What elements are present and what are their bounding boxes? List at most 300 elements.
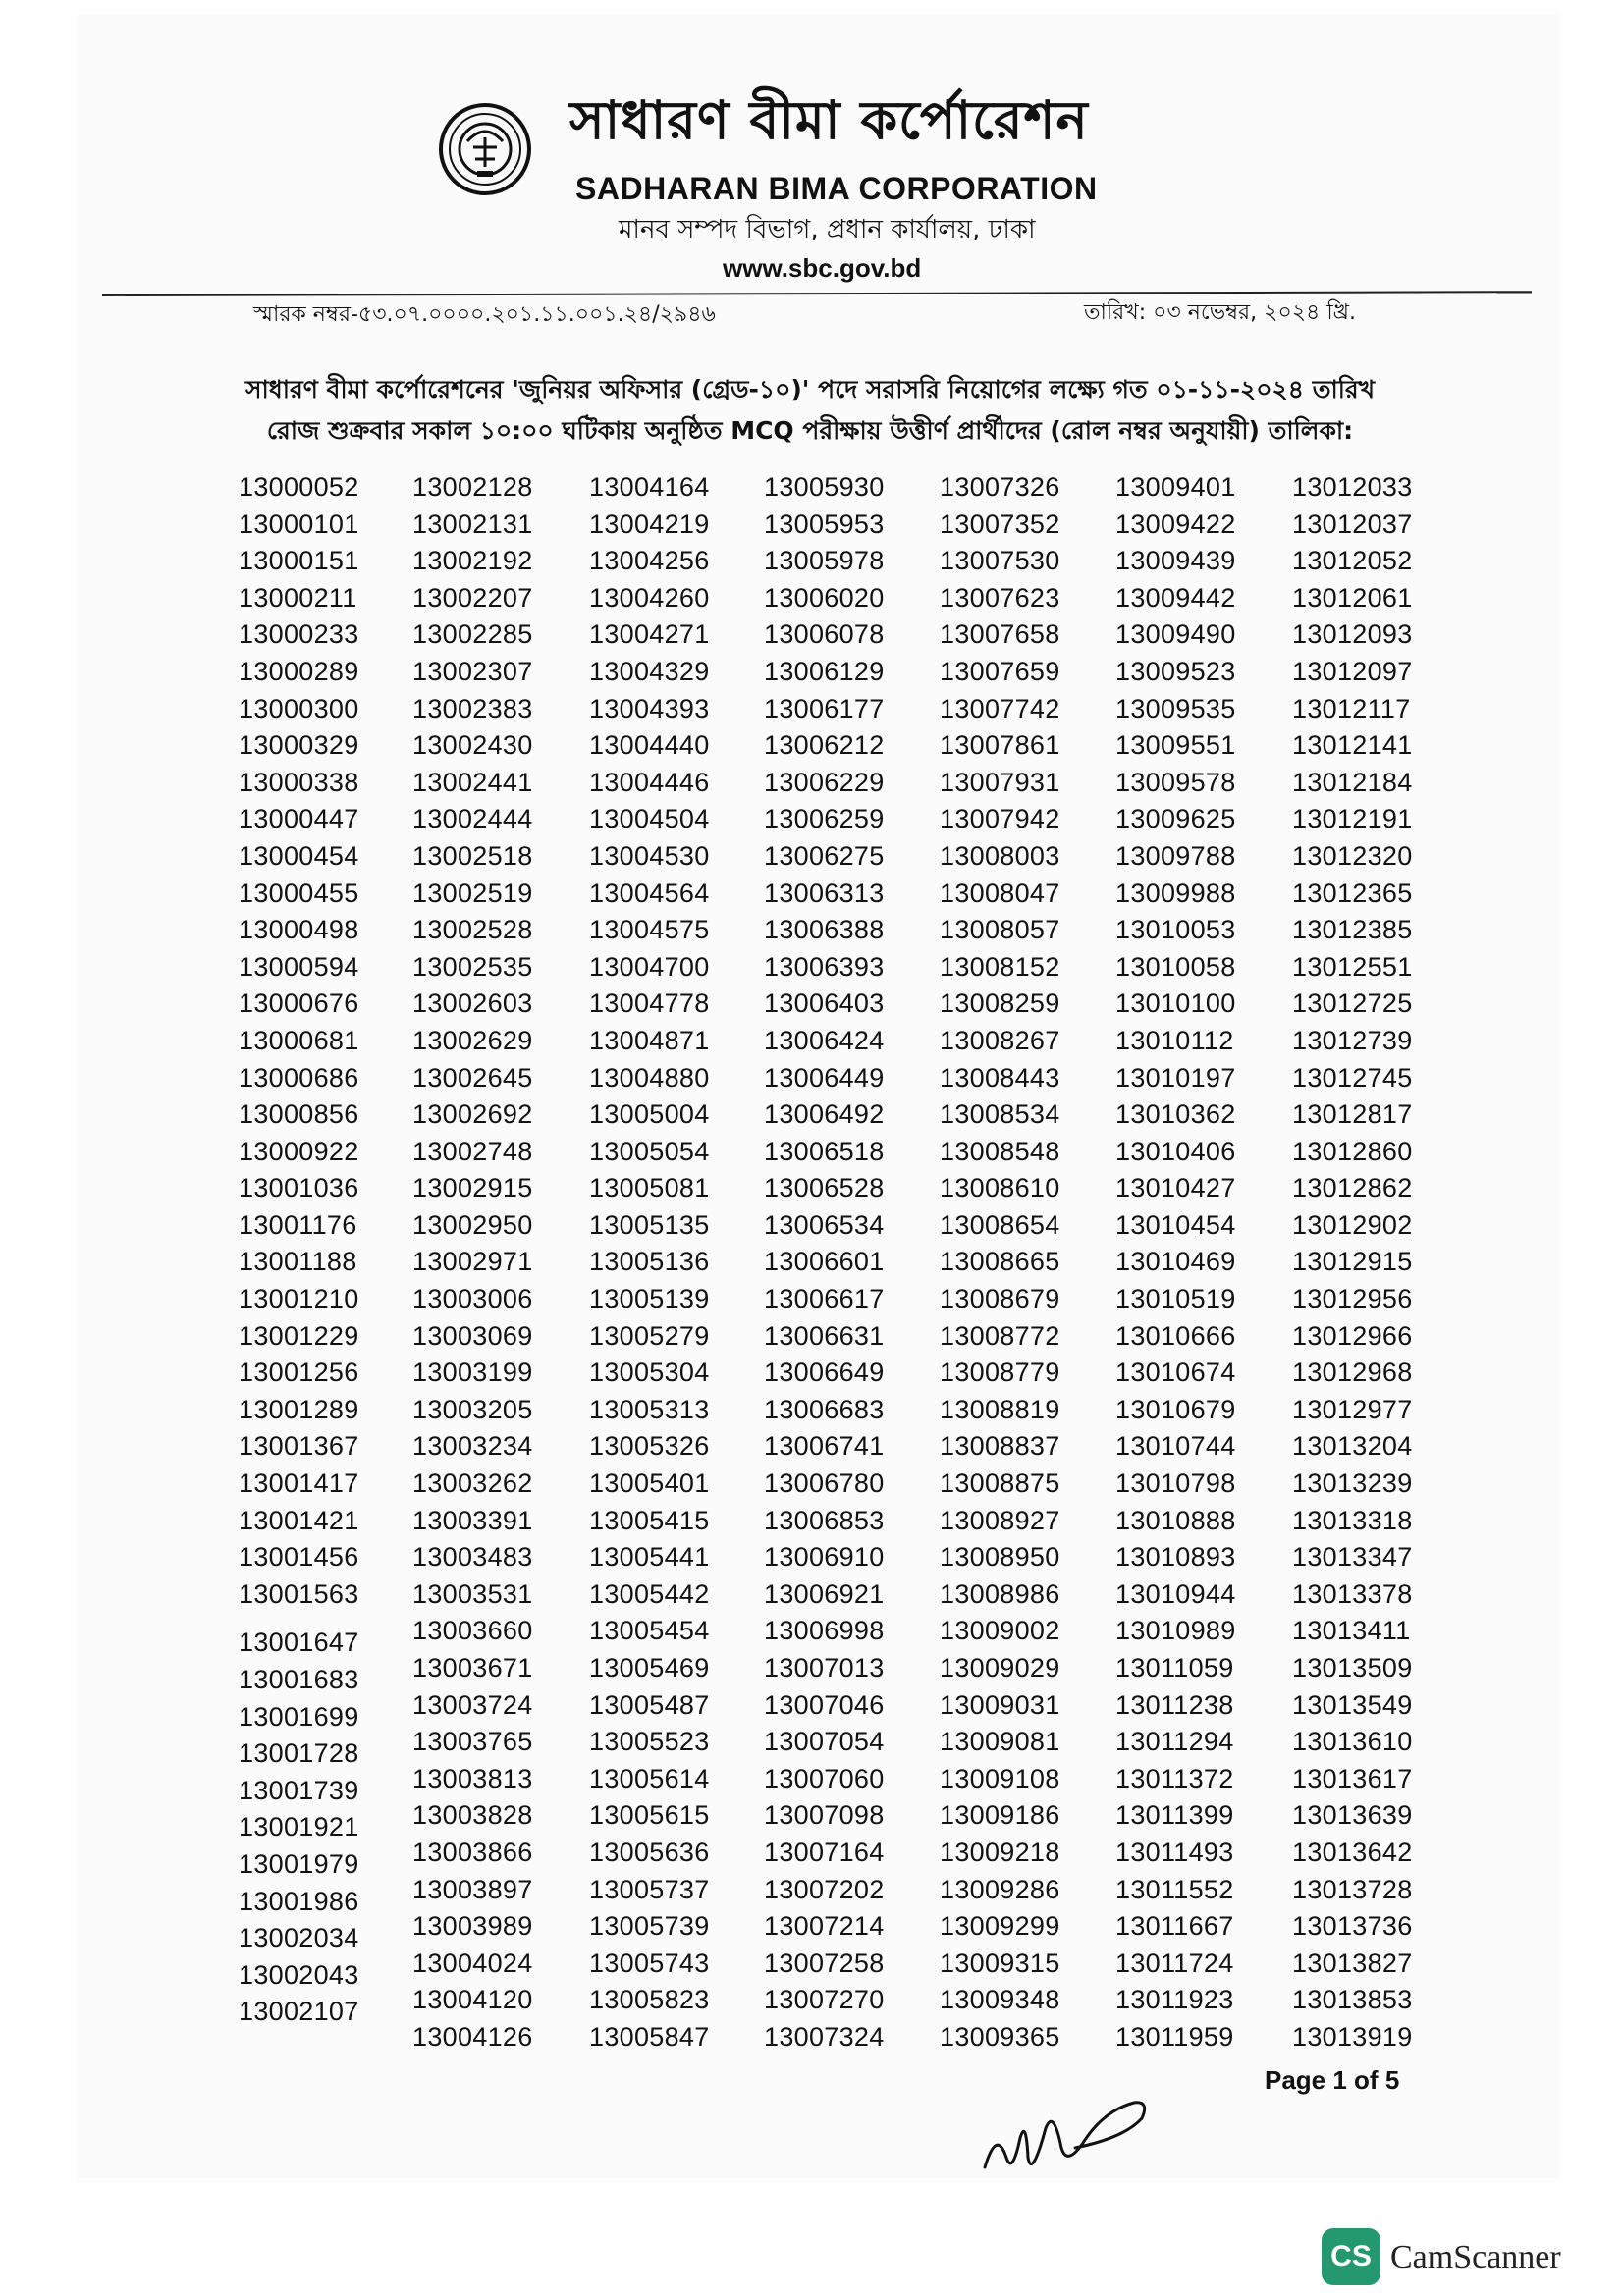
roll-column-2 <box>412 469 560 2056</box>
roll-number: 13005135 <box>589 1209 710 1240</box>
roll-number: 13002192 <box>412 546 533 576</box>
roll-number: 13006449 <box>764 1062 885 1093</box>
roll-number: 13009439 <box>1115 546 1236 576</box>
roll-number: 13001979 <box>239 1848 359 1879</box>
roll-number: 13013736 <box>1292 1911 1413 1942</box>
roll-number: 13002285 <box>412 619 533 650</box>
roll-number: 13011059 <box>1115 1653 1234 1682</box>
roll-number: 13010944 <box>1115 1578 1236 1609</box>
org-name-bangla: সাধারণ বীমা কর্পোরেশন <box>569 89 1089 151</box>
roll-number: 13003813 <box>412 1763 533 1793</box>
signature-icon <box>977 2089 1154 2187</box>
roll-number: 13002128 <box>412 472 533 502</box>
roll-number: 13003897 <box>412 1874 533 1904</box>
roll-number: 13010100 <box>1115 988 1236 1019</box>
roll-number: 13006534 <box>764 1209 885 1240</box>
roll-number: 13008772 <box>940 1320 1060 1351</box>
roll-number: 13006259 <box>764 804 885 834</box>
roll-number: 13002629 <box>412 1025 533 1055</box>
roll-number: 13009578 <box>1115 767 1236 797</box>
roll-number: 13009348 <box>940 1985 1060 2015</box>
roll-column-3 <box>589 469 736 2056</box>
roll-number: 13000686 <box>239 1062 359 1093</box>
roll-number: 13002441 <box>412 767 533 797</box>
roll-number: 13001683 <box>239 1665 359 1694</box>
roll-number: 13005304 <box>589 1358 710 1388</box>
roll-number: 13008047 <box>940 878 1060 908</box>
roll-number: 13009988 <box>1115 878 1236 908</box>
roll-number: 13004880 <box>589 1062 710 1093</box>
roll-number: 13005743 <box>589 1948 710 1978</box>
roll-number: 13003069 <box>412 1320 533 1351</box>
roll-number: 13013827 <box>1292 1948 1413 1978</box>
roll-number: 13008986 <box>940 1578 1060 1609</box>
roll-number: 13002950 <box>412 1209 533 1240</box>
roll-number: 13006020 <box>764 582 885 613</box>
roll-number: 13011552 <box>1115 1874 1234 1904</box>
roll-number: 13012061 <box>1292 582 1413 613</box>
roll-number: 13010112 <box>1115 1025 1234 1055</box>
roll-number: 13013853 <box>1292 1985 1413 2015</box>
roll-number: 13013642 <box>1292 1837 1413 1867</box>
roll-number: 13008152 <box>940 951 1060 982</box>
roll-number: 13002444 <box>412 804 533 834</box>
roll-number: 13002692 <box>412 1099 533 1130</box>
roll-number: 13005487 <box>589 1689 710 1720</box>
roll-number: 13009401 <box>1115 472 1236 502</box>
roll-number: 13004393 <box>589 693 710 723</box>
roll-number: 13005847 <box>589 2021 710 2052</box>
roll-number: 13005081 <box>589 1173 710 1203</box>
roll-number: 13009029 <box>940 1653 1060 1682</box>
roll-number: 13003234 <box>412 1431 533 1462</box>
roll-number: 13008610 <box>940 1173 1060 1203</box>
roll-number: 13006078 <box>764 619 885 650</box>
roll-number: 13001739 <box>239 1775 359 1805</box>
roll-number: 13008267 <box>940 1025 1060 1055</box>
page-number: Page 1 of 5 <box>1265 2065 1400 2095</box>
roll-number: 13011667 <box>1115 1911 1234 1942</box>
roll-column-5 <box>940 469 1087 2056</box>
roll-number: 13006129 <box>764 656 885 686</box>
roll-number: 13005737 <box>589 1874 710 1904</box>
roll-number: 13000052 <box>239 472 359 502</box>
roll-number: 13010427 <box>1115 1173 1236 1203</box>
roll-number: 13007623 <box>940 582 1060 613</box>
roll-number: 13009002 <box>940 1616 1060 1646</box>
roll-number: 13009490 <box>1115 619 1236 650</box>
roll-number: 13012037 <box>1292 508 1413 539</box>
roll-number: 13013549 <box>1292 1689 1413 1720</box>
roll-number: 13012385 <box>1292 915 1413 945</box>
roll-number: 13004575 <box>589 915 710 945</box>
roll-number: 13007861 <box>940 730 1060 761</box>
roll-number: 13004564 <box>589 878 710 908</box>
roll-number: 13003671 <box>412 1653 533 1682</box>
roll-number: 13010666 <box>1115 1320 1236 1351</box>
roll-number: 13005313 <box>589 1394 710 1424</box>
roll-number: 13001986 <box>239 1886 359 1916</box>
roll-number: 13008837 <box>940 1431 1060 1462</box>
roll-number: 13008665 <box>940 1247 1060 1277</box>
roll-number: 13005469 <box>589 1653 710 1682</box>
roll-number: 13007324 <box>764 2021 885 2052</box>
roll-number: 13010674 <box>1115 1358 1236 1388</box>
roll-number: 13012860 <box>1292 1136 1413 1166</box>
roll-number: 13004024 <box>412 1948 533 1978</box>
roll-number: 13001367 <box>239 1431 359 1462</box>
roll-number: 13010679 <box>1115 1394 1236 1424</box>
roll-number: 13004120 <box>412 1985 533 2015</box>
roll-number: 13007658 <box>940 619 1060 650</box>
roll-number: 13005614 <box>589 1763 710 1793</box>
roll-number: 13003483 <box>412 1542 533 1573</box>
roll-number: 13007931 <box>940 767 1060 797</box>
roll-number: 13013204 <box>1292 1431 1413 1462</box>
roll-number: 13006921 <box>764 1578 885 1609</box>
roll-number: 13012968 <box>1292 1358 1413 1388</box>
org-name-english: SADHARAN BIMA CORPORATION <box>575 171 1098 206</box>
notice-heading <box>196 369 1424 452</box>
roll-number: 13001456 <box>239 1542 359 1573</box>
roll-number: 13002645 <box>412 1062 533 1093</box>
roll-number: 13001176 <box>239 1209 357 1240</box>
roll-number: 13012739 <box>1292 1025 1413 1055</box>
roll-number: 13006212 <box>764 730 885 761</box>
roll-number: 13005953 <box>764 508 885 539</box>
roll-number: 13003866 <box>412 1837 533 1867</box>
roll-number: 13012093 <box>1292 619 1413 650</box>
roll-number: 13002915 <box>412 1173 533 1203</box>
camscanner-label: CamScanner <box>1390 2239 1561 2275</box>
roll-number: 13012745 <box>1292 1062 1413 1093</box>
roll-number: 13005004 <box>589 1099 710 1130</box>
roll-number: 13012956 <box>1292 1284 1413 1314</box>
roll-number: 13012191 <box>1292 804 1413 834</box>
roll-number: 13001647 <box>239 1628 359 1658</box>
roll-number: 13001229 <box>239 1320 359 1351</box>
roll-number: 13004700 <box>589 951 710 982</box>
roll-number: 13006313 <box>764 878 885 908</box>
roll-number: 13009422 <box>1115 508 1236 539</box>
roll-number: 13002043 <box>239 1959 359 1990</box>
roll-number: 13007270 <box>764 1985 885 2015</box>
roll-number: 13011372 <box>1115 1763 1234 1793</box>
roll-number: 13009365 <box>940 2021 1060 2052</box>
roll-number: 13007046 <box>764 1689 885 1720</box>
roll-number: 13001256 <box>239 1358 359 1388</box>
roll-number: 13000676 <box>239 988 359 1019</box>
roll-number: 13000498 <box>239 915 359 945</box>
roll-number: 13005054 <box>589 1136 710 1166</box>
roll-number: 13005636 <box>589 1837 710 1867</box>
roll-number: 13006998 <box>764 1616 885 1646</box>
website-link[interactable]: www.sbc.gov.bd <box>723 253 922 283</box>
roll-number: 13006424 <box>764 1025 885 1055</box>
roll-number: 13012033 <box>1292 472 1413 502</box>
roll-number: 13009031 <box>940 1689 1060 1720</box>
roll-number: 13007098 <box>764 1800 885 1831</box>
camscanner-badge: CS <box>1322 2228 1380 2285</box>
roll-number: 13010744 <box>1115 1431 1236 1462</box>
roll-number: 13000233 <box>239 619 359 650</box>
roll-number: 13009625 <box>1115 804 1236 834</box>
roll-number: 13007326 <box>940 472 1060 502</box>
roll-number: 13001036 <box>239 1173 359 1203</box>
roll-number: 13009315 <box>940 1948 1060 1978</box>
roll-number: 13007164 <box>764 1837 885 1867</box>
roll-number: 13007060 <box>764 1763 885 1793</box>
roll-number: 13007202 <box>764 1874 885 1904</box>
roll-number: 13002430 <box>412 730 533 761</box>
notice-heading-line-1: সাধারণ বীমা কর্পোরেশনের 'জুনিয়র অফিসার (গ্রেড-১০)' পদে সরাসরি নিয়োগের লক্ষ্যে গত ০১-১১-২০২৪ তারিখ <box>244 375 1376 403</box>
roll-number: 13000101 <box>239 508 359 539</box>
roll-number: 13008003 <box>940 840 1060 871</box>
roll-number: 13007013 <box>764 1653 885 1682</box>
roll-number: 13004871 <box>589 1025 710 1055</box>
roll-number: 13006780 <box>764 1468 885 1499</box>
roll-number: 13006393 <box>764 951 885 982</box>
roll-number: 13006492 <box>764 1099 885 1130</box>
roll-number: 13011493 <box>1115 1837 1234 1867</box>
roll-number: 13012141 <box>1292 730 1413 761</box>
roll-number: 13012977 <box>1292 1394 1413 1424</box>
roll-number: 13008875 <box>940 1468 1060 1499</box>
roll-column-6 <box>1115 469 1263 2056</box>
roll-number: 13004778 <box>589 988 710 1019</box>
roll-number: 13008819 <box>940 1394 1060 1424</box>
roll-number: 13008779 <box>940 1358 1060 1388</box>
roll-number: 13012817 <box>1292 1099 1413 1130</box>
roll-number: 13010362 <box>1115 1099 1236 1130</box>
department-line: মানব সম্পদ বিভাগ, প্রধান কার্যালয়, ঢাকা <box>619 215 1036 244</box>
roll-number: 13010197 <box>1115 1062 1236 1093</box>
roll-number: 13010454 <box>1115 1209 1236 1240</box>
roll-number: 13005739 <box>589 1911 710 1942</box>
roll-number: 13004271 <box>589 619 710 650</box>
roll-number: 13007530 <box>940 546 1060 576</box>
roll-number: 13006617 <box>764 1284 885 1314</box>
roll-number: 13006601 <box>764 1247 885 1277</box>
roll-number: 13002535 <box>412 951 533 982</box>
roll-number: 13013347 <box>1292 1542 1413 1573</box>
roll-number: 13010406 <box>1115 1136 1236 1166</box>
roll-number: 13002603 <box>412 988 533 1019</box>
roll-number: 13005326 <box>589 1431 710 1462</box>
roll-number: 13005139 <box>589 1284 710 1314</box>
roll-number: 13002518 <box>412 840 533 871</box>
roll-number: 13007214 <box>764 1911 885 1942</box>
roll-number: 13008443 <box>940 1062 1060 1093</box>
roll-number: 13009081 <box>940 1727 1060 1757</box>
roll-number: 13006518 <box>764 1136 885 1166</box>
roll-number: 13009108 <box>940 1763 1060 1793</box>
roll-column-7 <box>1292 469 1439 2056</box>
roll-column-1 <box>239 469 386 2031</box>
roll-number: 13012915 <box>1292 1247 1413 1277</box>
roll-number: 13000447 <box>239 804 359 834</box>
roll-number: 13013318 <box>1292 1505 1413 1535</box>
roll-number: 13002207 <box>412 582 533 613</box>
roll-number: 13006649 <box>764 1358 885 1388</box>
roll-number: 13009535 <box>1115 693 1236 723</box>
roll-number: 13001417 <box>239 1468 359 1499</box>
roll-number: 13004440 <box>589 730 710 761</box>
roll-number: 13012320 <box>1292 840 1413 871</box>
roll-number: 13010798 <box>1115 1468 1236 1499</box>
roll-number: 13006631 <box>764 1320 885 1351</box>
roll-number: 13001421 <box>239 1505 359 1535</box>
roll-number: 13002528 <box>412 915 533 945</box>
roll-number: 13006683 <box>764 1394 885 1424</box>
roll-number: 13012902 <box>1292 1209 1413 1240</box>
sbc-seal-icon <box>438 102 532 196</box>
roll-number: 13003989 <box>412 1911 533 1942</box>
roll-number: 13005401 <box>589 1468 710 1499</box>
roll-number: 13008548 <box>940 1136 1060 1166</box>
roll-number: 13013610 <box>1292 1727 1413 1757</box>
roll-number: 13000151 <box>239 546 359 576</box>
roll-number: 13008654 <box>940 1209 1060 1240</box>
roll-number: 13008927 <box>940 1505 1060 1535</box>
roll-number: 13007258 <box>764 1948 885 1978</box>
roll-number: 13001210 <box>239 1284 359 1314</box>
roll-number: 13006403 <box>764 988 885 1019</box>
roll-number: 13002971 <box>412 1247 533 1277</box>
roll-number: 13006741 <box>764 1431 885 1462</box>
roll-number: 13000289 <box>239 656 359 686</box>
roll-number: 13013509 <box>1292 1653 1413 1682</box>
memo-number: স্মারক নম্বর-৫৩.০৭.০০০০.২০১.১১.০০১.২৪/২৯৪৬ <box>253 302 716 327</box>
roll-number: 13004256 <box>589 546 710 576</box>
roll-number: 13000329 <box>239 730 359 761</box>
roll-number: 13004219 <box>589 508 710 539</box>
roll-column-4 <box>764 469 911 2056</box>
roll-number: 13005823 <box>589 1985 710 2015</box>
roll-number: 13005454 <box>589 1616 710 1646</box>
roll-number: 13003828 <box>412 1800 533 1831</box>
roll-number: 13004504 <box>589 804 710 834</box>
roll-number: 13003724 <box>412 1689 533 1720</box>
roll-number: 13008259 <box>940 988 1060 1019</box>
roll-number: 13000681 <box>239 1025 359 1055</box>
roll-number: 13010519 <box>1115 1284 1236 1314</box>
roll-number: 13010053 <box>1115 915 1236 945</box>
roll-number: 13009523 <box>1115 656 1236 686</box>
roll-number: 13013239 <box>1292 1468 1413 1499</box>
roll-number: 13006910 <box>764 1542 885 1573</box>
roll-number: 13012184 <box>1292 767 1413 797</box>
roll-number: 13013378 <box>1292 1578 1413 1609</box>
roll-number: 13001289 <box>239 1394 359 1424</box>
roll-number: 13013919 <box>1292 2021 1413 2052</box>
roll-number: 13005136 <box>589 1247 710 1277</box>
roll-number: 13010888 <box>1115 1505 1236 1535</box>
roll-number: 13006177 <box>764 693 885 723</box>
roll-number: 13005523 <box>589 1727 710 1757</box>
roll-number: 13012966 <box>1292 1320 1413 1351</box>
roll-number: 13004164 <box>589 472 710 502</box>
roll-number: 13000454 <box>239 840 359 871</box>
roll-number: 13000856 <box>239 1099 359 1130</box>
roll-number: 13001188 <box>239 1247 357 1277</box>
roll-number: 13013639 <box>1292 1800 1413 1831</box>
roll-number: 13004530 <box>589 840 710 871</box>
roll-number: 13009218 <box>940 1837 1060 1867</box>
memo-date: তারিখ: ০৩ নভেম্বর, ২০২৪ খ্রি. <box>1084 300 1356 325</box>
roll-number: 13012365 <box>1292 878 1413 908</box>
roll-number: 13002107 <box>239 1997 359 2027</box>
roll-number: 13012725 <box>1292 988 1413 1019</box>
roll-number: 13005279 <box>589 1320 710 1351</box>
roll-number: 13008679 <box>940 1284 1060 1314</box>
roll-number: 13002034 <box>239 1923 359 1953</box>
notice-heading-line-2: রোজ শুক্রবার সকাল ১০:০০ ঘটিকায় অনুষ্ঠিত MCQ পরীক্ষায় উত্তীর্ণ প্রার্থীদের (রোল নম্বর অনুযায়ী) তালিকা: <box>266 416 1354 445</box>
roll-number: 13009186 <box>940 1800 1060 1831</box>
roll-number: 13011923 <box>1115 1985 1234 2015</box>
roll-number: 13005930 <box>764 472 885 502</box>
roll-number: 13003765 <box>412 1727 533 1757</box>
roll-number: 13000594 <box>239 951 359 982</box>
roll-number: 13013411 <box>1292 1616 1411 1646</box>
roll-number: 13006853 <box>764 1505 885 1535</box>
roll-number: 13005615 <box>589 1800 710 1831</box>
roll-number: 13012551 <box>1292 951 1413 982</box>
roll-number: 13004260 <box>589 582 710 613</box>
roll-number: 13010893 <box>1115 1542 1236 1573</box>
roll-number: 13005442 <box>589 1578 710 1609</box>
roll-number: 13000922 <box>239 1136 359 1166</box>
roll-number: 13002131 <box>412 508 533 539</box>
roll-number: 13004329 <box>589 656 710 686</box>
roll-number: 13007659 <box>940 656 1060 686</box>
roll-number: 13001699 <box>239 1701 359 1732</box>
roll-number: 13007942 <box>940 804 1060 834</box>
roll-number: 13011238 <box>1115 1689 1234 1720</box>
roll-number: 13007054 <box>764 1727 885 1757</box>
roll-number: 13012052 <box>1292 546 1413 576</box>
roll-number: 13011399 <box>1115 1800 1234 1831</box>
roll-number: 13003205 <box>412 1394 533 1424</box>
roll-number: 13003531 <box>412 1578 533 1609</box>
roll-number: 13011724 <box>1115 1948 1234 1978</box>
roll-number: 13005441 <box>589 1542 710 1573</box>
roll-number: 13000211 <box>239 582 357 613</box>
roll-number: 13009442 <box>1115 582 1236 613</box>
roll-number: 13007352 <box>940 508 1060 539</box>
roll-number: 13012097 <box>1292 656 1413 686</box>
roll-number: 13009299 <box>940 1911 1060 1942</box>
roll-number: 13008057 <box>940 915 1060 945</box>
roll-number: 13002748 <box>412 1136 533 1166</box>
roll-number: 13013728 <box>1292 1874 1413 1904</box>
roll-number: 13001563 <box>239 1578 359 1609</box>
roll-number: 13004126 <box>412 2021 533 2052</box>
roll-number: 13008950 <box>940 1542 1060 1573</box>
roll-number: 13006388 <box>764 915 885 945</box>
roll-number: 13000455 <box>239 878 359 908</box>
roll-number: 13000300 <box>239 693 359 723</box>
roll-number: 13006229 <box>764 767 885 797</box>
roll-number: 13009788 <box>1115 840 1236 871</box>
roll-number: 13010058 <box>1115 951 1236 982</box>
roll-number: 13003262 <box>412 1468 533 1499</box>
roll-number: 13011294 <box>1115 1727 1234 1757</box>
roll-number: 13009286 <box>940 1874 1060 1904</box>
roll-number: 13000338 <box>239 767 359 797</box>
roll-number: 13013617 <box>1292 1763 1413 1793</box>
roll-number: 13012862 <box>1292 1173 1413 1203</box>
